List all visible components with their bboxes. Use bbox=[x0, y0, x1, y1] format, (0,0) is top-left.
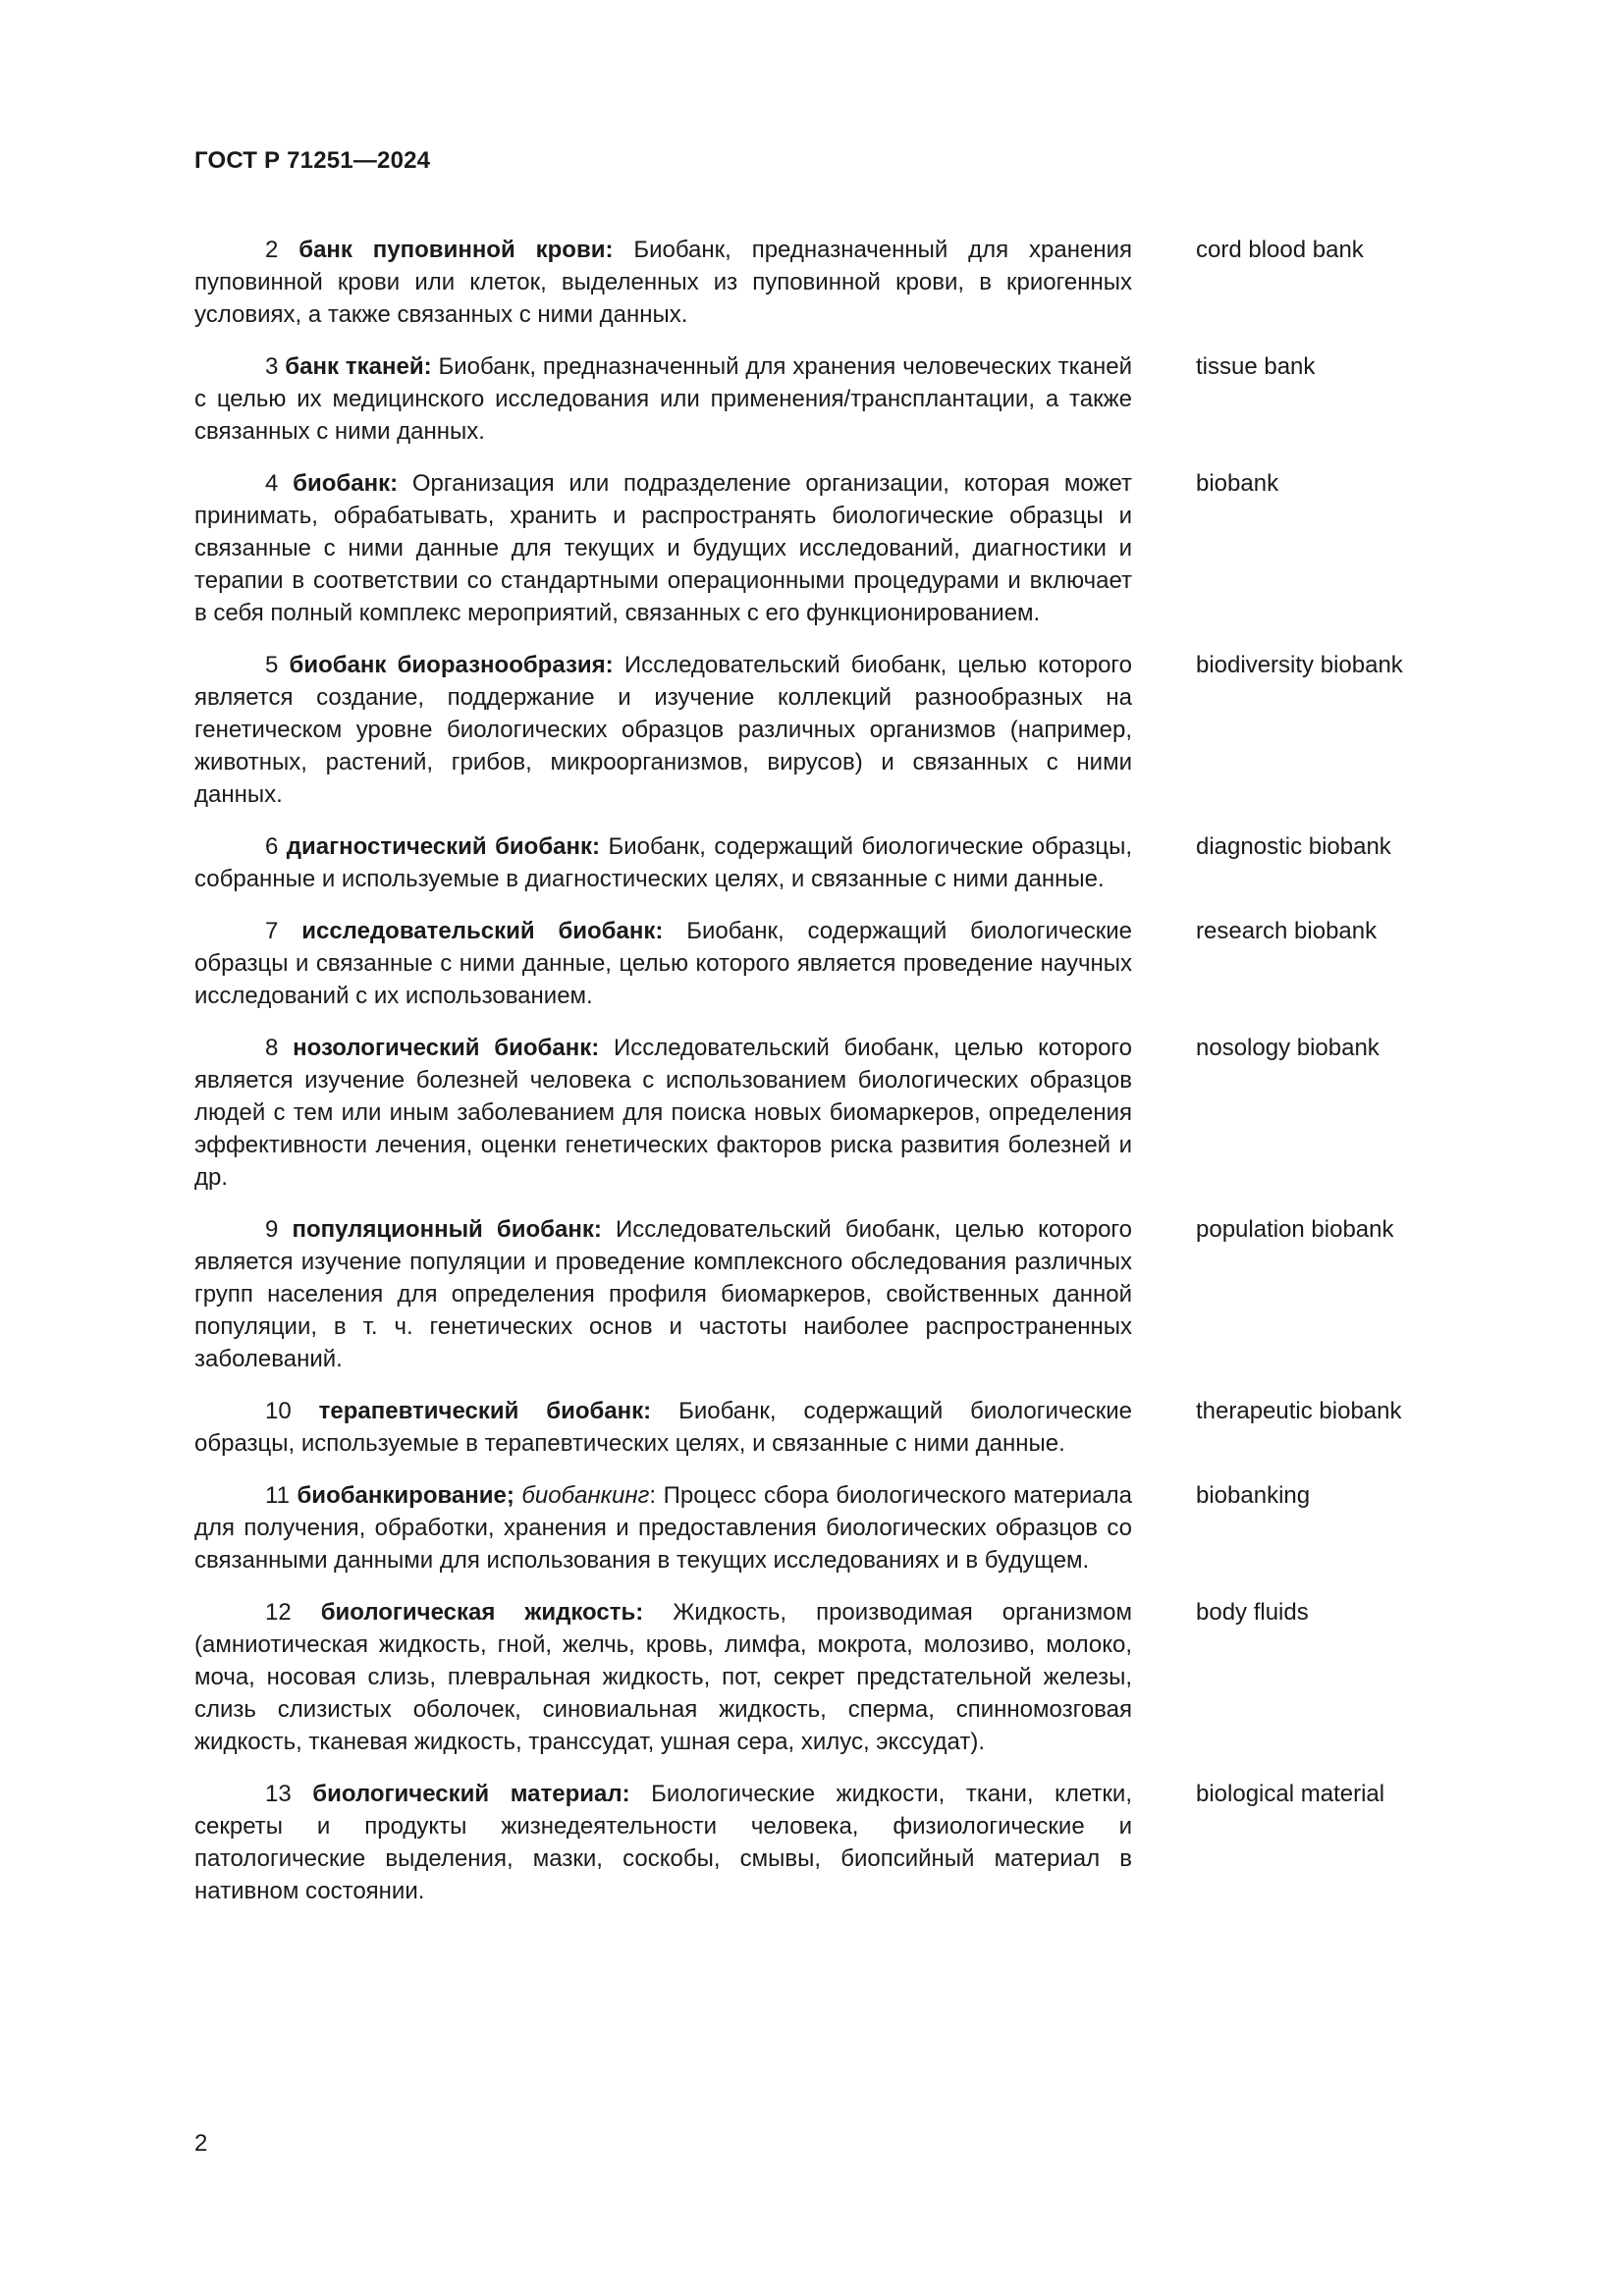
term-definition-block bbox=[194, 234, 1132, 331]
term-entry bbox=[194, 234, 1461, 331]
term-name: исследовательский биобанк: bbox=[301, 918, 664, 944]
term-name: нозологический биобанк: bbox=[293, 1035, 600, 1061]
term-number: 12 bbox=[265, 1599, 292, 1626]
term-english: research biobank bbox=[1196, 918, 1378, 944]
term-number: 10 bbox=[265, 1398, 292, 1424]
term-definition-block bbox=[194, 1032, 1132, 1194]
term-name: банк тканей: bbox=[285, 353, 432, 380]
term-definition-block bbox=[194, 1213, 1132, 1375]
term-definition: Исследовательский биобанк, целью которого является создание, поддержание и изучение коллекций разнообразных на генетическом уровне биологических образцов различных организмов (например, животных, растений, грибов, микроорганизмов, вирусов) и связанных с ними данных. bbox=[194, 652, 1133, 808]
term-definition-block bbox=[194, 1778, 1132, 1907]
term-definition-block bbox=[194, 467, 1132, 629]
term-name: биологическая жидкость: bbox=[320, 1599, 644, 1626]
term-number: 5 bbox=[265, 652, 279, 678]
term-number: 4 bbox=[265, 470, 279, 497]
term-definition: Биобанк, содержащий биологические образцы и связанные с ними данные, целью которого является проведение научных исследований с их использованием. bbox=[194, 918, 1133, 1009]
term-definition: Исследовательский биобанк, целью которого является изучение болезней человека с использованием биологических образцов людей с тем или иным заболеванием для поиска новых биомаркеров, определения эффективности лечения, оценки генетических факторов риска развития болезней и др. bbox=[194, 1035, 1132, 1191]
term-english: body fluids bbox=[1196, 1599, 1309, 1626]
term-definition: Биобанк, предназначенный для хранения пуповинной крови или клеток, выделенных из пуповинной крови, в криогенных условиях, а также связанных с ними данных. bbox=[194, 237, 1133, 328]
term-definition-block bbox=[194, 649, 1132, 811]
terms-list bbox=[194, 234, 1461, 1927]
term-number: 13 bbox=[265, 1781, 292, 1807]
term-english: population biobank bbox=[1196, 1216, 1394, 1243]
term-english: biological material bbox=[1196, 1781, 1385, 1807]
term-name: биобанк биоразнообразия: bbox=[289, 652, 614, 678]
term-synonym: биобанкинг bbox=[521, 1482, 650, 1509]
term-name: биобанк: bbox=[293, 470, 399, 497]
term-number: 11 bbox=[265, 1482, 290, 1509]
term-name: банк пуповинной крови: bbox=[298, 237, 614, 263]
term-definition: Процесс сбора биологического материала для получения, обработки, хранения и предоставления биологических образцов со связанными данными для использования в текущих исследованиях и в будущем. bbox=[194, 1482, 1133, 1574]
term-number: 8 bbox=[265, 1035, 279, 1061]
term-english: biobanking bbox=[1196, 1482, 1311, 1509]
term-entry bbox=[194, 1479, 1461, 1576]
term-number: 2 bbox=[265, 237, 279, 263]
term-name: биологический материал: bbox=[312, 1781, 630, 1807]
term-english: cord blood bank bbox=[1196, 237, 1364, 263]
document-header: ГОСТ Р 71251—2024 bbox=[194, 147, 431, 174]
term-name: диагностический биобанк: bbox=[286, 833, 600, 860]
term-name: терапевтический биобанк: bbox=[318, 1398, 652, 1424]
term-definition: Организация или подразделение организации, которая может принимать, обрабатывать, хранить и распространять биологические образцы и связанные с ними данные для текущих и будущих исследований, диагностики и терапии в соответствии со стандартными операционными процедурами и включает в себя полный комплекс мероприятий, связанных с его функционированием. bbox=[194, 470, 1133, 626]
term-definition: Биологические жидкости, ткани, клетки, секреты и продукты жизнедеятельности человека, физиологические и патологические выделения, мазки, соскобы, смывы, биопсийный материал в нативном состоянии. bbox=[194, 1781, 1133, 1904]
term-entry bbox=[194, 1032, 1461, 1194]
page-number: 2 bbox=[194, 2130, 208, 2157]
term-number: 3 bbox=[265, 353, 279, 380]
term-entry bbox=[194, 1596, 1461, 1758]
term-english: biobank bbox=[1196, 470, 1279, 497]
term-definition: Исследовательский биобанк, целью которого является изучение популяции и проведение комплексного обследования различных групп населения для определения профиля биомаркеров, свойственных данной популяции, в т. ч. генетических основ и частоты наиболее распространенных заболеваний. bbox=[194, 1216, 1132, 1372]
term-definition: Биобанк, содержащий биологические образцы, собранные и используемые в диагностических целях, и связанные с ними данные. bbox=[194, 833, 1132, 892]
term-name: биобанкирование; bbox=[297, 1482, 514, 1509]
term-entry bbox=[194, 1395, 1461, 1460]
term-number: 9 bbox=[265, 1216, 279, 1243]
term-definition-block bbox=[194, 830, 1132, 895]
term-entry bbox=[194, 467, 1461, 629]
term-number: 7 bbox=[265, 918, 279, 944]
term-entry bbox=[194, 649, 1461, 811]
term-english: nosology biobank bbox=[1196, 1035, 1380, 1061]
term-entry bbox=[194, 830, 1461, 895]
term-english: therapeutic biobank bbox=[1196, 1398, 1402, 1424]
term-definition: Биобанк, содержащий биологические образцы, используемые в терапевтических целях, и связанные с ними данные. bbox=[194, 1398, 1133, 1457]
term-name: популяционный биобанк: bbox=[292, 1216, 602, 1243]
term-entry bbox=[194, 1213, 1461, 1375]
term-english: tissue bank bbox=[1196, 353, 1316, 380]
term-definition-block bbox=[194, 1596, 1132, 1758]
term-definition: Жидкость, производимая организмом (амниотическая жидкость, гной, желчь, кровь, лимфа, мокрота, молозиво, молоко, моча, носовая слизь, плевральная жидкость, пот, секрет предстательной железы, слизь слизистых оболочек, синовиальная жидкость, сперма, спинномозговая жидкость, тканевая жидкость, транссудат, ушная сера, хилус, экссудат). bbox=[194, 1599, 1133, 1755]
term-number: 6 bbox=[265, 833, 279, 860]
term-english: biodiversity biobank bbox=[1196, 652, 1403, 678]
term-english: diagnostic biobank bbox=[1196, 833, 1391, 860]
term-definition: Биобанк, предназначенный для хранения человеческих тканей с целью их медицинского исследования или применения/трансплантации, а также связанных с ними данных. bbox=[194, 353, 1132, 445]
term-entry bbox=[194, 350, 1461, 448]
term-entry bbox=[194, 915, 1461, 1012]
term-definition-block bbox=[194, 350, 1132, 448]
term-definition-block: 11 биобанкирование; биобанкинг: Процесс сбора биологического материала для получения, обработки, хранения и предоставления биологических образцов со связанными данными для использования в текущих исследованиях и в будущем. bbox=[194, 1482, 1133, 1574]
term-definition-block bbox=[194, 915, 1132, 1012]
term-entry bbox=[194, 1778, 1461, 1907]
term-definition-block bbox=[194, 1395, 1132, 1460]
